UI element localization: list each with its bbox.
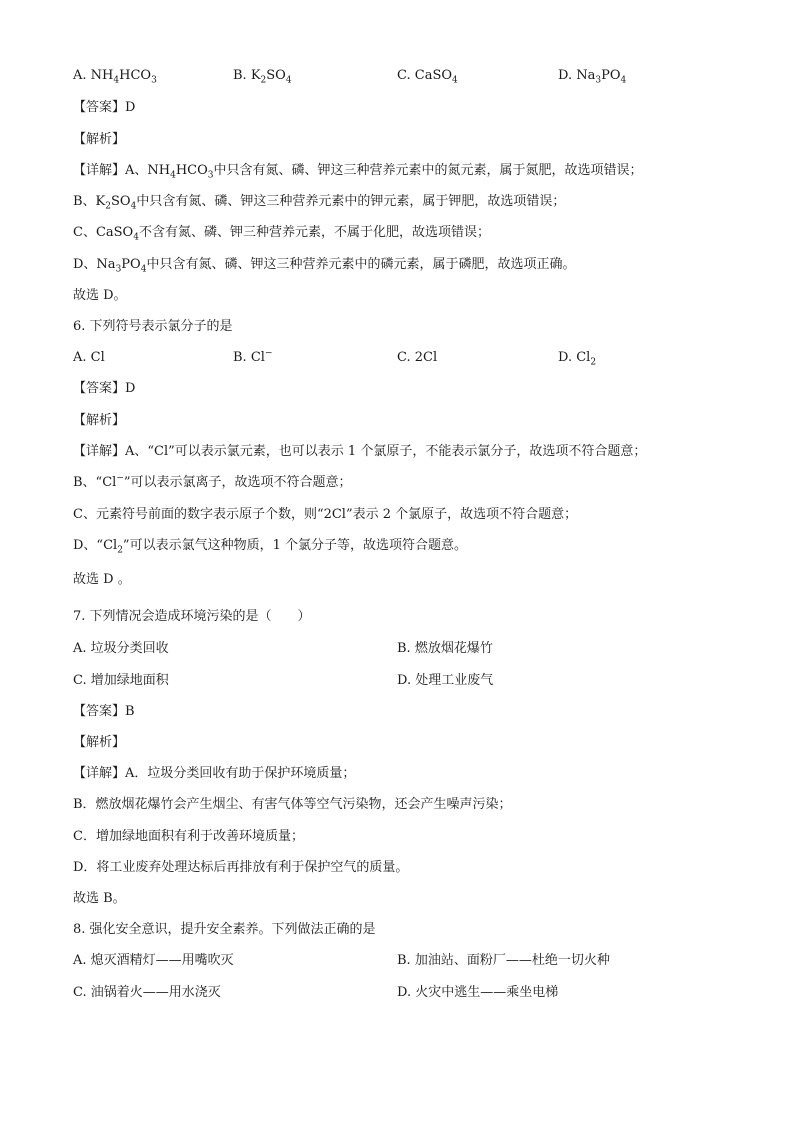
q5-detail-d: D、$Na_3PO_4$中只含有氮、磷、钾这三种营养元素中的磷元素，属于磷肥，故选项正确。 — [73, 257, 576, 275]
q7-detail-a: 【详解】A．垃圾分类回收有助于保护环境质量； — [73, 766, 356, 781]
q7-detail-b: B．燃放烟花爆竹会产生烟尘、有害气体等空气污染物，还会产生噪声污染； — [73, 797, 512, 812]
q6-detail-d: D、“$Cl_2$”可以表示氯气这种物质，1 个氯分子等，故选项符合题意。 — [73, 538, 467, 556]
q5-detail-a: 【详解】A、$NH_4HCO_3$中只含有氮、磷、钾这三种营养元素中的氮元素，属于氮肥，故选项错误； — [73, 163, 643, 181]
q6-detail-b: B、“Cl−”可以表示氯离子，故选项不符合题意； — [73, 473, 352, 490]
q7-option-c: C. 增加绿地面积 — [73, 673, 169, 688]
q6-option-d: D. $Cl_2$ — [558, 350, 597, 368]
q5-analysis-heading: 【解析】 — [73, 132, 126, 147]
formula-na3po4: $Na_3PO_4$ — [576, 68, 627, 86]
q5-option-a: A. $NH_4HCO_3$ — [73, 68, 157, 86]
q6-conclusion: 故选 D 。 — [73, 572, 131, 587]
q5-conclusion: 故选 D。 — [73, 288, 127, 303]
formula-nh4hco3: $NH_4HCO_3$ — [90, 68, 157, 86]
q5-option-b: B. $K_2SO_4$ — [233, 68, 292, 86]
q6-answer: 【答案】D — [73, 381, 136, 396]
q6-detail-c: C、元素符号前面的数字表示原子个数，则“2Cl”表示 2 个氯原子，故选项不符合题意； — [73, 507, 578, 522]
q8-question: 8. 强化安全意识，提升安全素养。下列做法正确的是 — [73, 922, 376, 937]
q5-option-c: C. CaSO$_4$ — [397, 68, 458, 86]
q6-option-c: C. 2Cl — [397, 350, 438, 365]
q6-analysis-heading: 【解析】 — [73, 413, 126, 428]
formula-2cl: 2Cl — [414, 350, 438, 365]
q5-detail-b: B、$K_2SO_4$中只含有氮、磷、钾这三种营养元素中的钾元素，属于钾肥，故选项错误； — [73, 194, 566, 212]
formula-cl: Cl — [90, 350, 105, 365]
formula-cl-ion: Cl− — [250, 348, 273, 365]
q5-detail-c: C、CaSO$_4$不含有氮、磷、钾三种营养元素，不属于化肥，故选项错误； — [73, 225, 490, 243]
q5-option-d: D. $Na_3PO_4$ — [558, 68, 627, 86]
q7-answer: 【答案】B — [73, 704, 135, 719]
q7-analysis-heading: 【解析】 — [73, 735, 126, 750]
q7-option-d: D. 处理工业废气 — [397, 673, 494, 688]
q8-option-d: D. 火灾中逃生——乘坐电梯 — [397, 985, 559, 1000]
q6-question: 6. 下列符号表示氯分子的是 — [73, 319, 233, 334]
formula-k2so4: $K_2SO_4$ — [250, 68, 292, 86]
q8-option-a: A. 熄灭酒精灯——用嘴吹灭 — [73, 953, 234, 968]
formula-cl2: $Cl_2$ — [576, 350, 597, 368]
q7-conclusion: 故选 B。 — [73, 891, 126, 906]
q8-option-b: B. 加油站、面粉厂——杜绝一切火种 — [397, 953, 610, 968]
q7-option-a: A. 垃圾分类回收 — [73, 641, 169, 656]
formula-caso4: CaSO$_4$ — [414, 68, 458, 86]
q7-option-b: B. 燃放烟花爆竹 — [397, 641, 493, 656]
q8-option-c: C. 油锅着火——用水浇灭 — [73, 985, 221, 1000]
q7-detail-d: D．将工业废弃处理达标后再排放有利于保护空气的质量。 — [73, 860, 409, 875]
q5-answer: 【答案】D — [73, 100, 136, 115]
q6-option-a: A. Cl — [73, 350, 105, 365]
q7-detail-c: C．增加绿地面积有利于改善环境质量； — [73, 829, 304, 844]
q7-question: 7. 下列情况会造成环境污染的是（ ） — [73, 609, 311, 624]
q6-option-b: B. Cl− — [233, 348, 273, 365]
q6-detail-a: 【详解】A、“Cl”可以表示氯元素，也可以表示 1 个氯原子，不能表示氯分子，故选项不符合题意； — [73, 444, 647, 459]
